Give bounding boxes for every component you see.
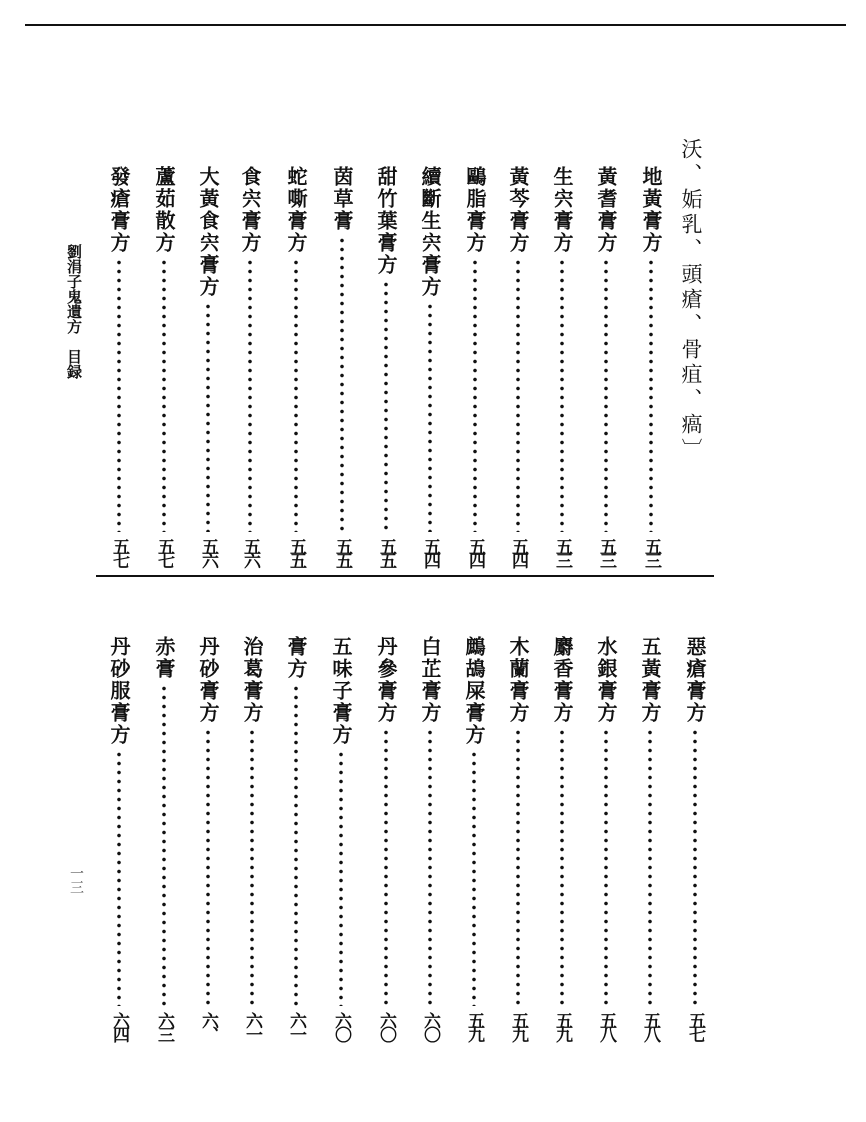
leader-dots bbox=[516, 728, 520, 1006]
toc-entry[interactable] bbox=[284, 636, 308, 1040]
top-border-rule bbox=[25, 24, 846, 26]
entry-page: 五九 bbox=[508, 1012, 528, 1040]
entry-title: 麝香膏方 bbox=[550, 636, 574, 724]
toc-entry[interactable] bbox=[196, 166, 220, 566]
leader-dots bbox=[516, 258, 520, 532]
entry-title: 黃芩膏方 bbox=[506, 166, 530, 254]
toc-entry[interactable] bbox=[374, 636, 398, 1040]
entry-page: 五四 bbox=[465, 538, 485, 566]
entry-title: 白芷膏方 bbox=[418, 636, 442, 724]
entry-page: 五三 bbox=[641, 538, 661, 566]
toc-entry[interactable] bbox=[152, 166, 176, 566]
toc-entry[interactable] bbox=[330, 166, 354, 566]
entry-page: 五九 bbox=[464, 1012, 484, 1040]
toc-entry[interactable] bbox=[196, 636, 220, 1040]
leader-dots bbox=[294, 684, 298, 1006]
entry-title: 五黃膏方 bbox=[638, 636, 662, 724]
entry-title: 大黃食宍膏方 bbox=[196, 166, 220, 298]
entry-page: 六三 bbox=[154, 1012, 174, 1040]
leader-dots bbox=[384, 280, 388, 532]
leader-dots bbox=[162, 684, 166, 1006]
leader-dots bbox=[472, 750, 476, 1006]
entry-title: 木蘭膏方 bbox=[506, 636, 530, 724]
entry-page: 六〇 bbox=[420, 1012, 440, 1040]
leader-dots bbox=[473, 258, 477, 532]
toc-entry[interactable] bbox=[374, 166, 398, 566]
entry-title: 地黃膏方 bbox=[639, 166, 663, 254]
leader-dots bbox=[428, 728, 432, 1006]
entry-title: 丹砂服膏方 bbox=[107, 636, 131, 746]
entry-page: 五五 bbox=[332, 538, 352, 566]
toc-entry[interactable] bbox=[284, 166, 308, 566]
leader-dots bbox=[649, 258, 653, 532]
leader-dots bbox=[294, 258, 298, 532]
toc-entry[interactable] bbox=[594, 636, 618, 1040]
entry-title: 茵草膏 bbox=[330, 166, 354, 232]
toc-entry[interactable] bbox=[550, 636, 574, 1040]
leader-dots bbox=[428, 302, 432, 532]
entry-page: 五五 bbox=[376, 538, 396, 566]
toc-entry[interactable] bbox=[418, 636, 442, 1040]
entry-title: 五味子膏方 bbox=[329, 636, 353, 746]
leader-dots bbox=[648, 728, 652, 1006]
entry-page: 六〇 bbox=[376, 1012, 396, 1040]
toc-entry[interactable] bbox=[462, 636, 486, 1040]
leader-dots bbox=[117, 258, 121, 532]
toc-entry[interactable] bbox=[683, 636, 707, 1040]
toc-entry[interactable] bbox=[550, 166, 574, 566]
entry-page: 五八 bbox=[640, 1012, 660, 1040]
entry-title: 水銀膏方 bbox=[594, 636, 618, 724]
toc-entry[interactable] bbox=[463, 166, 487, 566]
toc-entry[interactable] bbox=[418, 166, 442, 566]
leader-dots bbox=[604, 258, 608, 532]
entry-page: 五六 bbox=[240, 538, 260, 566]
toc-entry[interactable] bbox=[639, 166, 663, 566]
entry-page: 五四 bbox=[420, 538, 440, 566]
leader-dots bbox=[206, 302, 210, 532]
toc-entry[interactable] bbox=[152, 636, 176, 1040]
leader-dots bbox=[117, 750, 121, 1006]
leader-dots bbox=[604, 728, 608, 1006]
entry-title: 發瘡膏方 bbox=[107, 166, 131, 254]
continuation-text: 沃、姤乳、頭瘡、骨疽、瘑〕 bbox=[679, 138, 703, 463]
entry-page: 六四 bbox=[109, 1012, 129, 1040]
toc-entry[interactable] bbox=[506, 636, 530, 1040]
toc-entry[interactable] bbox=[594, 166, 618, 566]
entry-page: 五七 bbox=[685, 1012, 705, 1040]
entry-page: 五七 bbox=[109, 538, 129, 566]
book-title: 劉涓子鬼遺方 bbox=[65, 244, 83, 334]
leader-dots bbox=[339, 750, 343, 1006]
entry-title: 食宍膏方 bbox=[238, 166, 262, 254]
entry-title: 黃耆膏方 bbox=[594, 166, 618, 254]
leader-dots bbox=[560, 728, 564, 1006]
entry-title: 鷓鴣屎膏方 bbox=[462, 636, 486, 746]
entry-page: 五六 bbox=[198, 538, 218, 566]
entry-title: 鷗脂膏方 bbox=[463, 166, 487, 254]
page-number: 一三 bbox=[68, 866, 84, 894]
leader-dots bbox=[384, 728, 388, 1006]
leader-dots bbox=[248, 258, 252, 532]
entry-page: 六一 bbox=[286, 1012, 306, 1040]
entry-title: 丹砂膏方 bbox=[196, 636, 220, 724]
entry-title: 丹參膏方 bbox=[374, 636, 398, 724]
leader-dots bbox=[206, 728, 210, 1006]
entry-page: 五三 bbox=[552, 538, 572, 566]
entry-title: 治葛膏方 bbox=[240, 636, 264, 724]
entry-title: 甜竹葉膏方 bbox=[374, 166, 398, 276]
toc-entry[interactable] bbox=[238, 166, 262, 566]
toc-entry[interactable] bbox=[506, 166, 530, 566]
entry-title: 蘆茹散方 bbox=[152, 166, 176, 254]
entry-page: 五九 bbox=[552, 1012, 572, 1040]
running-title bbox=[64, 244, 85, 379]
entry-title: 惡瘡膏方 bbox=[683, 636, 707, 724]
leader-dots bbox=[560, 258, 564, 532]
toc-entry[interactable] bbox=[107, 636, 131, 1040]
toc-entry[interactable] bbox=[638, 636, 662, 1040]
entry-page: 五四 bbox=[508, 538, 528, 566]
continuation-note bbox=[678, 138, 704, 463]
leader-dots bbox=[693, 728, 697, 1006]
entry-page: 六一 bbox=[242, 1012, 262, 1040]
leader-dots bbox=[340, 236, 344, 532]
entry-title: 蛇嘶膏方 bbox=[284, 166, 308, 254]
toc-entry[interactable] bbox=[107, 166, 131, 566]
entry-page: 五七 bbox=[154, 538, 174, 566]
entry-page: 五八 bbox=[596, 1012, 616, 1040]
entry-title: 續斷生宍膏方 bbox=[418, 166, 442, 298]
entry-title: 赤膏 bbox=[152, 636, 176, 680]
toc-entry[interactable] bbox=[329, 636, 353, 1040]
entry-page: 六〇 bbox=[331, 1012, 351, 1040]
toc-entry[interactable] bbox=[240, 636, 264, 1040]
entry-page: 五三 bbox=[596, 538, 616, 566]
section-label: 目録 bbox=[65, 349, 83, 379]
entry-page: 六、 bbox=[198, 1012, 218, 1040]
entry-title: 膏方 bbox=[284, 636, 308, 680]
section-divider-rule bbox=[96, 575, 714, 577]
leader-dots bbox=[250, 728, 254, 1006]
leader-dots bbox=[162, 258, 166, 532]
entry-page: 五五 bbox=[286, 538, 306, 566]
entry-title: 生宍膏方 bbox=[550, 166, 574, 254]
